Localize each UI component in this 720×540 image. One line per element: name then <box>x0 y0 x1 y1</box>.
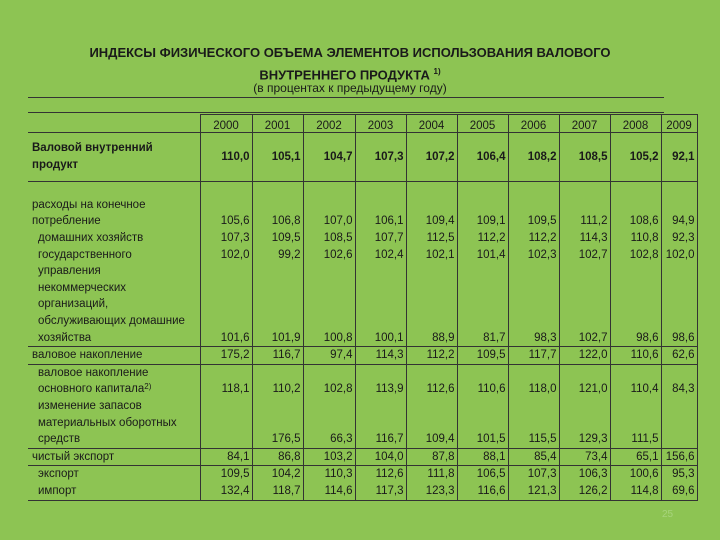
title-footnote-marker: 1) <box>433 67 441 76</box>
table-row-npish <box>28 280 697 347</box>
table-cell: 126,2 <box>559 483 610 500</box>
table-cell: 100,8 <box>303 280 355 347</box>
table-row-export <box>28 466 697 483</box>
table-cell: 114,3 <box>355 347 406 365</box>
table-cell: 111,5 <box>610 398 661 448</box>
table-cell: 92,1 <box>661 133 697 182</box>
row-label: Валовой внутренний продукт <box>28 133 200 182</box>
title-line-2-text: ВНУТРЕННЕГО ПРОДУКТА <box>259 67 430 83</box>
table-cell: 87,8 <box>406 448 457 466</box>
table-cell: 116,7 <box>355 398 406 448</box>
table-cell: 118,7 <box>252 483 303 500</box>
table-cell: 101,5 <box>457 398 508 448</box>
year-header: 2000 <box>200 115 252 133</box>
table-cell: 115,5 <box>508 398 559 448</box>
table-cell: 113,9 <box>355 364 406 398</box>
table-cell: 132,4 <box>200 483 252 500</box>
table-cell: 95,3 <box>661 466 697 483</box>
table-cell: 104,7 <box>303 133 355 182</box>
year-header: 2008 <box>610 115 661 133</box>
row-label: государственного управления <box>38 248 132 278</box>
table-cell: 84,3 <box>661 364 697 398</box>
table-cell: 117,7 <box>508 347 559 365</box>
year-header: 2006 <box>508 115 559 133</box>
table-row-households <box>28 230 697 247</box>
table-cell: 112,2 <box>457 230 508 247</box>
table-cell: 103,2 <box>303 448 355 466</box>
table-cell: 102,1 <box>406 247 457 280</box>
table-cell: 94,9 <box>661 182 697 231</box>
table-cell: 109,5 <box>457 347 508 365</box>
table-cell: 73,4 <box>559 448 610 466</box>
table-cell: 102,8 <box>610 247 661 280</box>
table-cell: 102,7 <box>559 280 610 347</box>
table-cell: 118,0 <box>508 364 559 398</box>
table-row-fixed-capital <box>28 364 697 398</box>
index-table <box>28 114 698 501</box>
table-row-gross-accumulation <box>28 347 697 365</box>
table-cell: 112,2 <box>508 230 559 247</box>
table-cell: 105,6 <box>200 182 252 231</box>
table-cell: 108,6 <box>610 182 661 231</box>
slide-title <box>30 43 670 84</box>
table-cell: 101,9 <box>252 280 303 347</box>
table-cell: 112,5 <box>406 230 457 247</box>
row-label <box>28 364 200 398</box>
table-cell: 112,6 <box>355 466 406 483</box>
table-cell: 92,3 <box>661 230 697 247</box>
year-header: 2007 <box>559 115 610 133</box>
table-cell: 109,1 <box>457 182 508 231</box>
year-header: 2004 <box>406 115 457 133</box>
table-row-gdp <box>28 133 697 182</box>
table-cell: 109,5 <box>200 466 252 483</box>
table-cell: 109,4 <box>406 182 457 231</box>
table-cell: 100,1 <box>355 280 406 347</box>
year-header: 2003 <box>355 115 406 133</box>
table-cell: 114,6 <box>303 483 355 500</box>
table-cell: 88,9 <box>406 280 457 347</box>
table-cell: 102,7 <box>559 247 610 280</box>
table-cell: 175,2 <box>200 347 252 365</box>
table-cell: 97,4 <box>303 347 355 365</box>
table-cell: 109,5 <box>508 182 559 231</box>
title-line-1: ИНДЕКСЫ ФИЗИЧЕСКОГО ОБЪЕМА ЭЛЕМЕНТОВ ИСПОЛЬЗОВАНИЯ ВАЛОВОГО <box>89 45 611 60</box>
table-cell: 121,0 <box>559 364 610 398</box>
table-cell: 110,0 <box>200 133 252 182</box>
table-cell: 105,2 <box>610 133 661 182</box>
table-cell: 111,8 <box>406 466 457 483</box>
table-cell: 109,4 <box>406 398 457 448</box>
title-divider-bottom <box>28 112 664 113</box>
table-cell: 116,6 <box>457 483 508 500</box>
header-corner <box>28 115 200 133</box>
slide-subtitle: (в процентах к предыдущему году) <box>253 81 447 95</box>
table-cell: 109,5 <box>252 230 303 247</box>
table-cell: 107,0 <box>303 182 355 231</box>
table-row-inventory-change <box>28 398 697 448</box>
table-cell: 110,2 <box>252 364 303 398</box>
page-number: 25 <box>662 509 674 520</box>
table-cell: 176,5 <box>252 398 303 448</box>
table-cell: 88,1 <box>457 448 508 466</box>
table-cell: 116,7 <box>252 347 303 365</box>
row-label: расходы на конечное потребление <box>28 182 200 231</box>
table-cell: 98,6 <box>610 280 661 347</box>
table-cell: 114,3 <box>559 230 610 247</box>
row-footnote-marker: 2) <box>144 382 152 392</box>
table-cell: 110,4 <box>610 364 661 398</box>
table-cell: 104,0 <box>355 448 406 466</box>
table-cell: 110,3 <box>303 466 355 483</box>
table-cell: 110,8 <box>610 230 661 247</box>
table-cell: 106,4 <box>457 133 508 182</box>
year-header: 2009 <box>661 115 697 133</box>
table-cell: 85,4 <box>508 448 559 466</box>
table-row-import <box>28 483 697 500</box>
table-cell: 104,2 <box>252 466 303 483</box>
row-label: домашних хозяйств <box>38 232 144 244</box>
table-cell: 123,3 <box>406 483 457 500</box>
table-cell: 100,6 <box>610 466 661 483</box>
table-cell: 122,0 <box>559 347 610 365</box>
table-cell: 108,5 <box>559 133 610 182</box>
table-cell: 107,2 <box>406 133 457 182</box>
table-cell: 111,2 <box>559 182 610 231</box>
table-cell: 107,3 <box>508 466 559 483</box>
table-cell: 106,1 <box>355 182 406 231</box>
table-cell: 65,1 <box>610 448 661 466</box>
table-cell: 102,3 <box>508 247 559 280</box>
table-cell: 101,4 <box>457 247 508 280</box>
table-cell: 107,7 <box>355 230 406 247</box>
table-cell: 81,7 <box>457 280 508 347</box>
row-label: некоммерческих организаций, обслуживающих домашние хозяйства <box>38 281 185 344</box>
table-cell: 112,2 <box>406 347 457 365</box>
table-cell <box>200 398 252 448</box>
table-cell: 156,6 <box>661 448 697 466</box>
table-cell: 102,6 <box>303 247 355 280</box>
table-cell: 108,2 <box>508 133 559 182</box>
row-label: импорт <box>28 483 200 500</box>
year-header: 2001 <box>252 115 303 133</box>
title-divider-top <box>28 97 664 98</box>
year-header: 2002 <box>303 115 355 133</box>
table-cell: 86,8 <box>252 448 303 466</box>
table-cell: 107,3 <box>200 230 252 247</box>
table-cell: 102,4 <box>355 247 406 280</box>
table-cell: 108,5 <box>303 230 355 247</box>
table-cell: 106,8 <box>252 182 303 231</box>
table-cell: 107,3 <box>355 133 406 182</box>
table-cell: 105,1 <box>252 133 303 182</box>
table-cell: 129,3 <box>559 398 610 448</box>
table-cell: 106,5 <box>457 466 508 483</box>
table-cell: 114,8 <box>610 483 661 500</box>
table-cell: 112,6 <box>406 364 457 398</box>
table-row-final-consumption <box>28 182 697 231</box>
table-cell: 110,6 <box>610 347 661 365</box>
row-label: валовое накопление <box>28 347 200 365</box>
row-label-text: валовое накопление основного капитала <box>38 366 149 396</box>
table-row-net-export <box>28 448 697 466</box>
table-cell: 121,3 <box>508 483 559 500</box>
table-cell: 66,3 <box>303 398 355 448</box>
table-cell: 102,0 <box>200 247 252 280</box>
row-label: изменение запасов материальных оборотных средств <box>38 399 177 446</box>
row-label: чистый экспорт <box>28 448 200 466</box>
table-cell: 118,1 <box>200 364 252 398</box>
table-cell: 106,3 <box>559 466 610 483</box>
year-header: 2005 <box>457 115 508 133</box>
table-cell: 84,1 <box>200 448 252 466</box>
table-cell: 99,2 <box>252 247 303 280</box>
table-cell: 101,6 <box>200 280 252 347</box>
table-cell: 62,6 <box>661 347 697 365</box>
table-cell: 98,3 <box>508 280 559 347</box>
table-cell: 102,8 <box>303 364 355 398</box>
table-cell: 98,6 <box>661 280 697 347</box>
table-cell: 69,6 <box>661 483 697 500</box>
row-label: экспорт <box>28 466 200 483</box>
table-cell: 110,6 <box>457 364 508 398</box>
table-cell: 117,3 <box>355 483 406 500</box>
table-row-government <box>28 247 697 280</box>
year-header-row <box>28 115 697 133</box>
table-cell: 102,0 <box>661 247 697 280</box>
table-cell <box>661 398 697 448</box>
